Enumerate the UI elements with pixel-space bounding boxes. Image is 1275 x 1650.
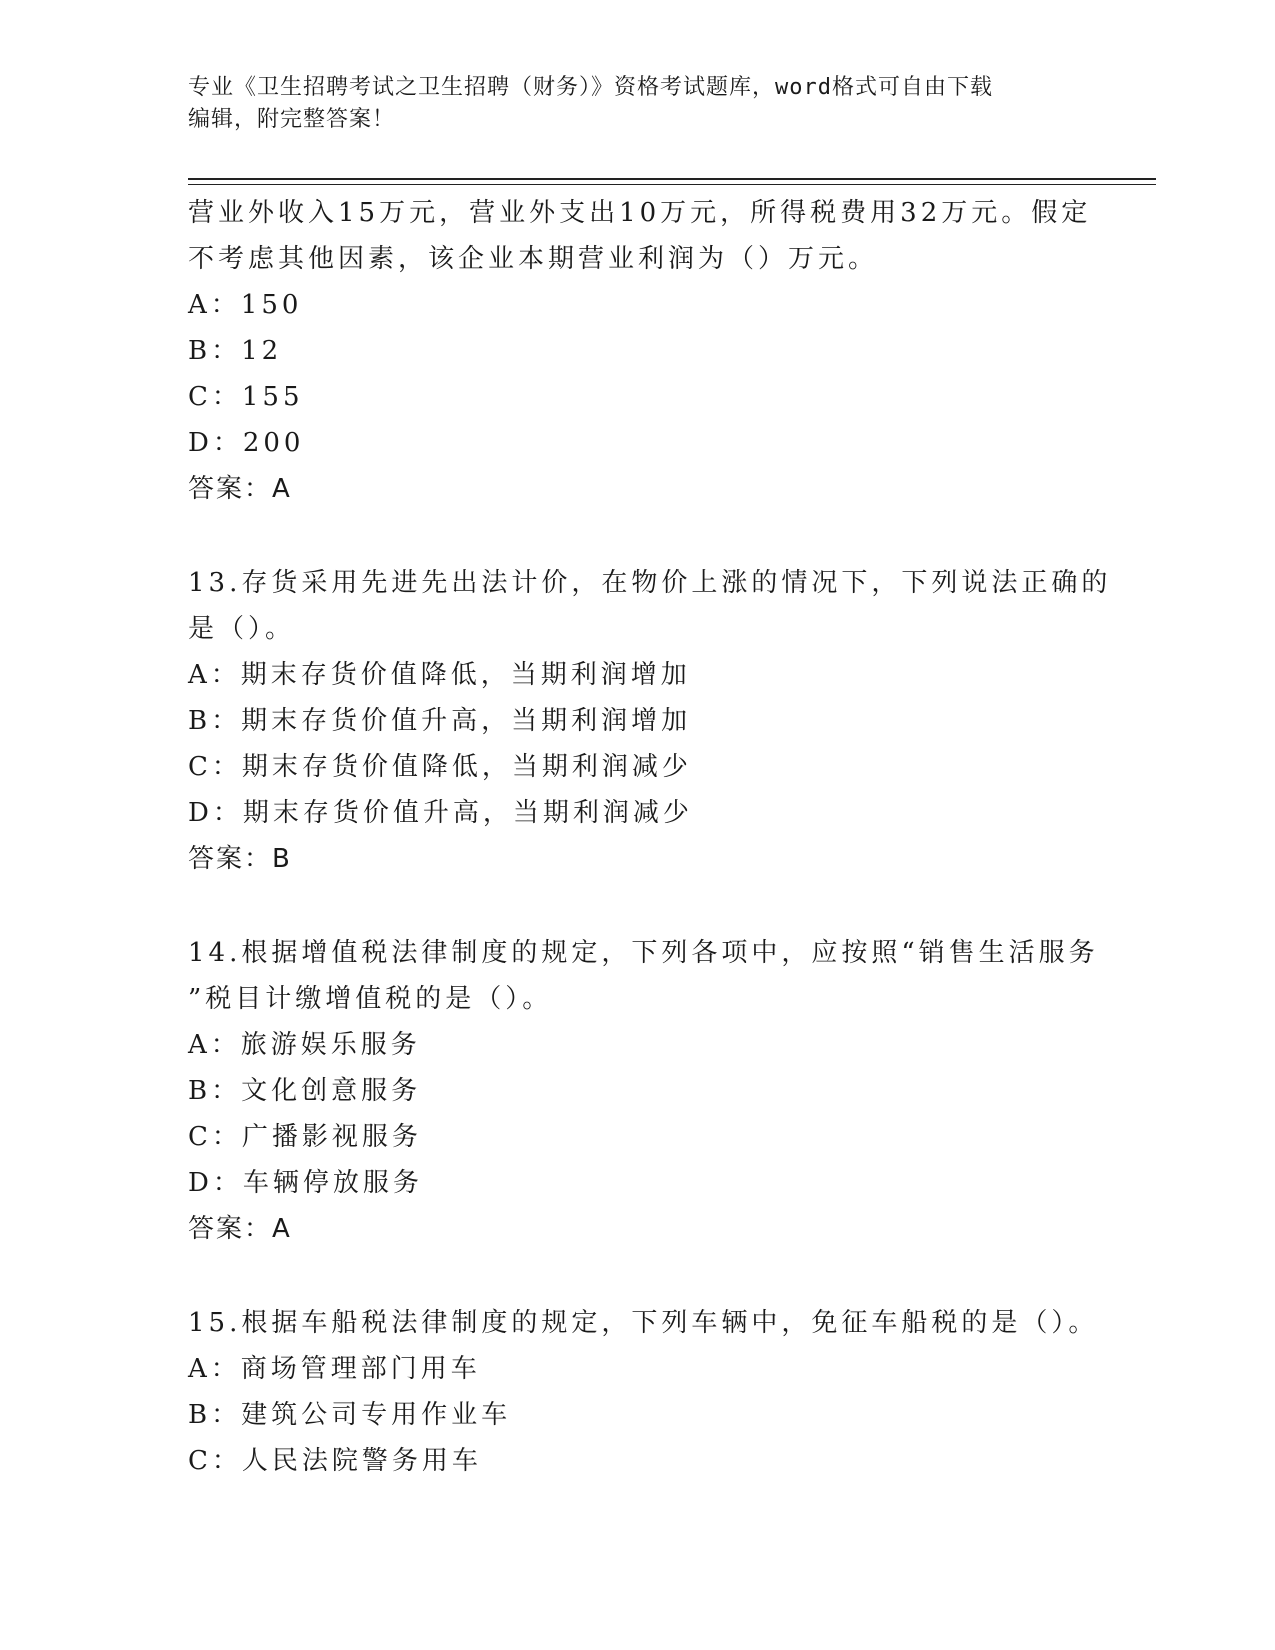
question-stem: 是（）。	[188, 614, 296, 644]
option-c: C：155	[188, 382, 304, 412]
option-b: B：文化创意服务	[188, 1076, 422, 1106]
answer: 答案：A	[188, 1214, 292, 1244]
option-a: A：150	[188, 290, 303, 320]
question-stem: 13.存货采用先进先出法计价，在物价上涨的情况下，下列说法正确的	[188, 568, 1112, 598]
document-header	[188, 72, 1088, 136]
option-a: A：商场管理部门用车	[188, 1354, 481, 1384]
answer: 答案：B	[188, 844, 292, 874]
spacer	[188, 1252, 1088, 1300]
question-list	[188, 190, 1112, 1484]
option-c: C：广播影视服务	[188, 1122, 422, 1152]
option-b: B：期末存货价值升高，当期利润增加	[188, 706, 692, 736]
question-stem: 14.根据增值税法律制度的规定，下列各项中，应按照“销售生活服务	[188, 938, 1099, 968]
header-divider-thin	[188, 184, 1156, 185]
option-d: D：车辆停放服务	[188, 1168, 423, 1198]
header-divider-thick	[188, 178, 1156, 180]
option-d: D：200	[188, 428, 305, 458]
option-a: A：旅游娱乐服务	[188, 1030, 421, 1060]
option-c: C：人民法院警务用车	[188, 1446, 482, 1476]
question-stem: 不考虑其他因素，该企业本期营业利润为（）万元。	[188, 244, 879, 274]
answer: 答案：A	[188, 474, 292, 504]
option-d: D：期末存货价值升高，当期利润减少	[188, 798, 693, 828]
question-stem: 15.根据车船税法律制度的规定，下列车辆中，免征车船税的是（）。	[188, 1308, 1099, 1338]
option-b: B：建筑公司专用作业车	[188, 1400, 512, 1430]
question-15	[188, 1300, 1099, 1484]
option-a: A：期末存货价值降低，当期利润增加	[188, 660, 691, 690]
spacer	[188, 882, 1088, 930]
question-stem: ”税目计缴增值税的是（）。	[188, 984, 553, 1014]
spacer	[188, 512, 1088, 560]
question-14	[188, 930, 1099, 1252]
question-12	[188, 190, 1092, 512]
header-line: 专业《卫生招聘考试之卫生招聘（财务）》资格考试题库，word格式可自由下载	[188, 75, 993, 100]
option-b: B：12	[188, 336, 283, 366]
question-13	[188, 560, 1112, 882]
option-c: C：期末存货价值降低，当期利润减少	[188, 752, 692, 782]
header-line: 编辑，附完整答案！	[188, 107, 396, 132]
question-stem: 营业外收入15万元，营业外支出10万元，所得税费用32万元。假定	[188, 198, 1092, 228]
